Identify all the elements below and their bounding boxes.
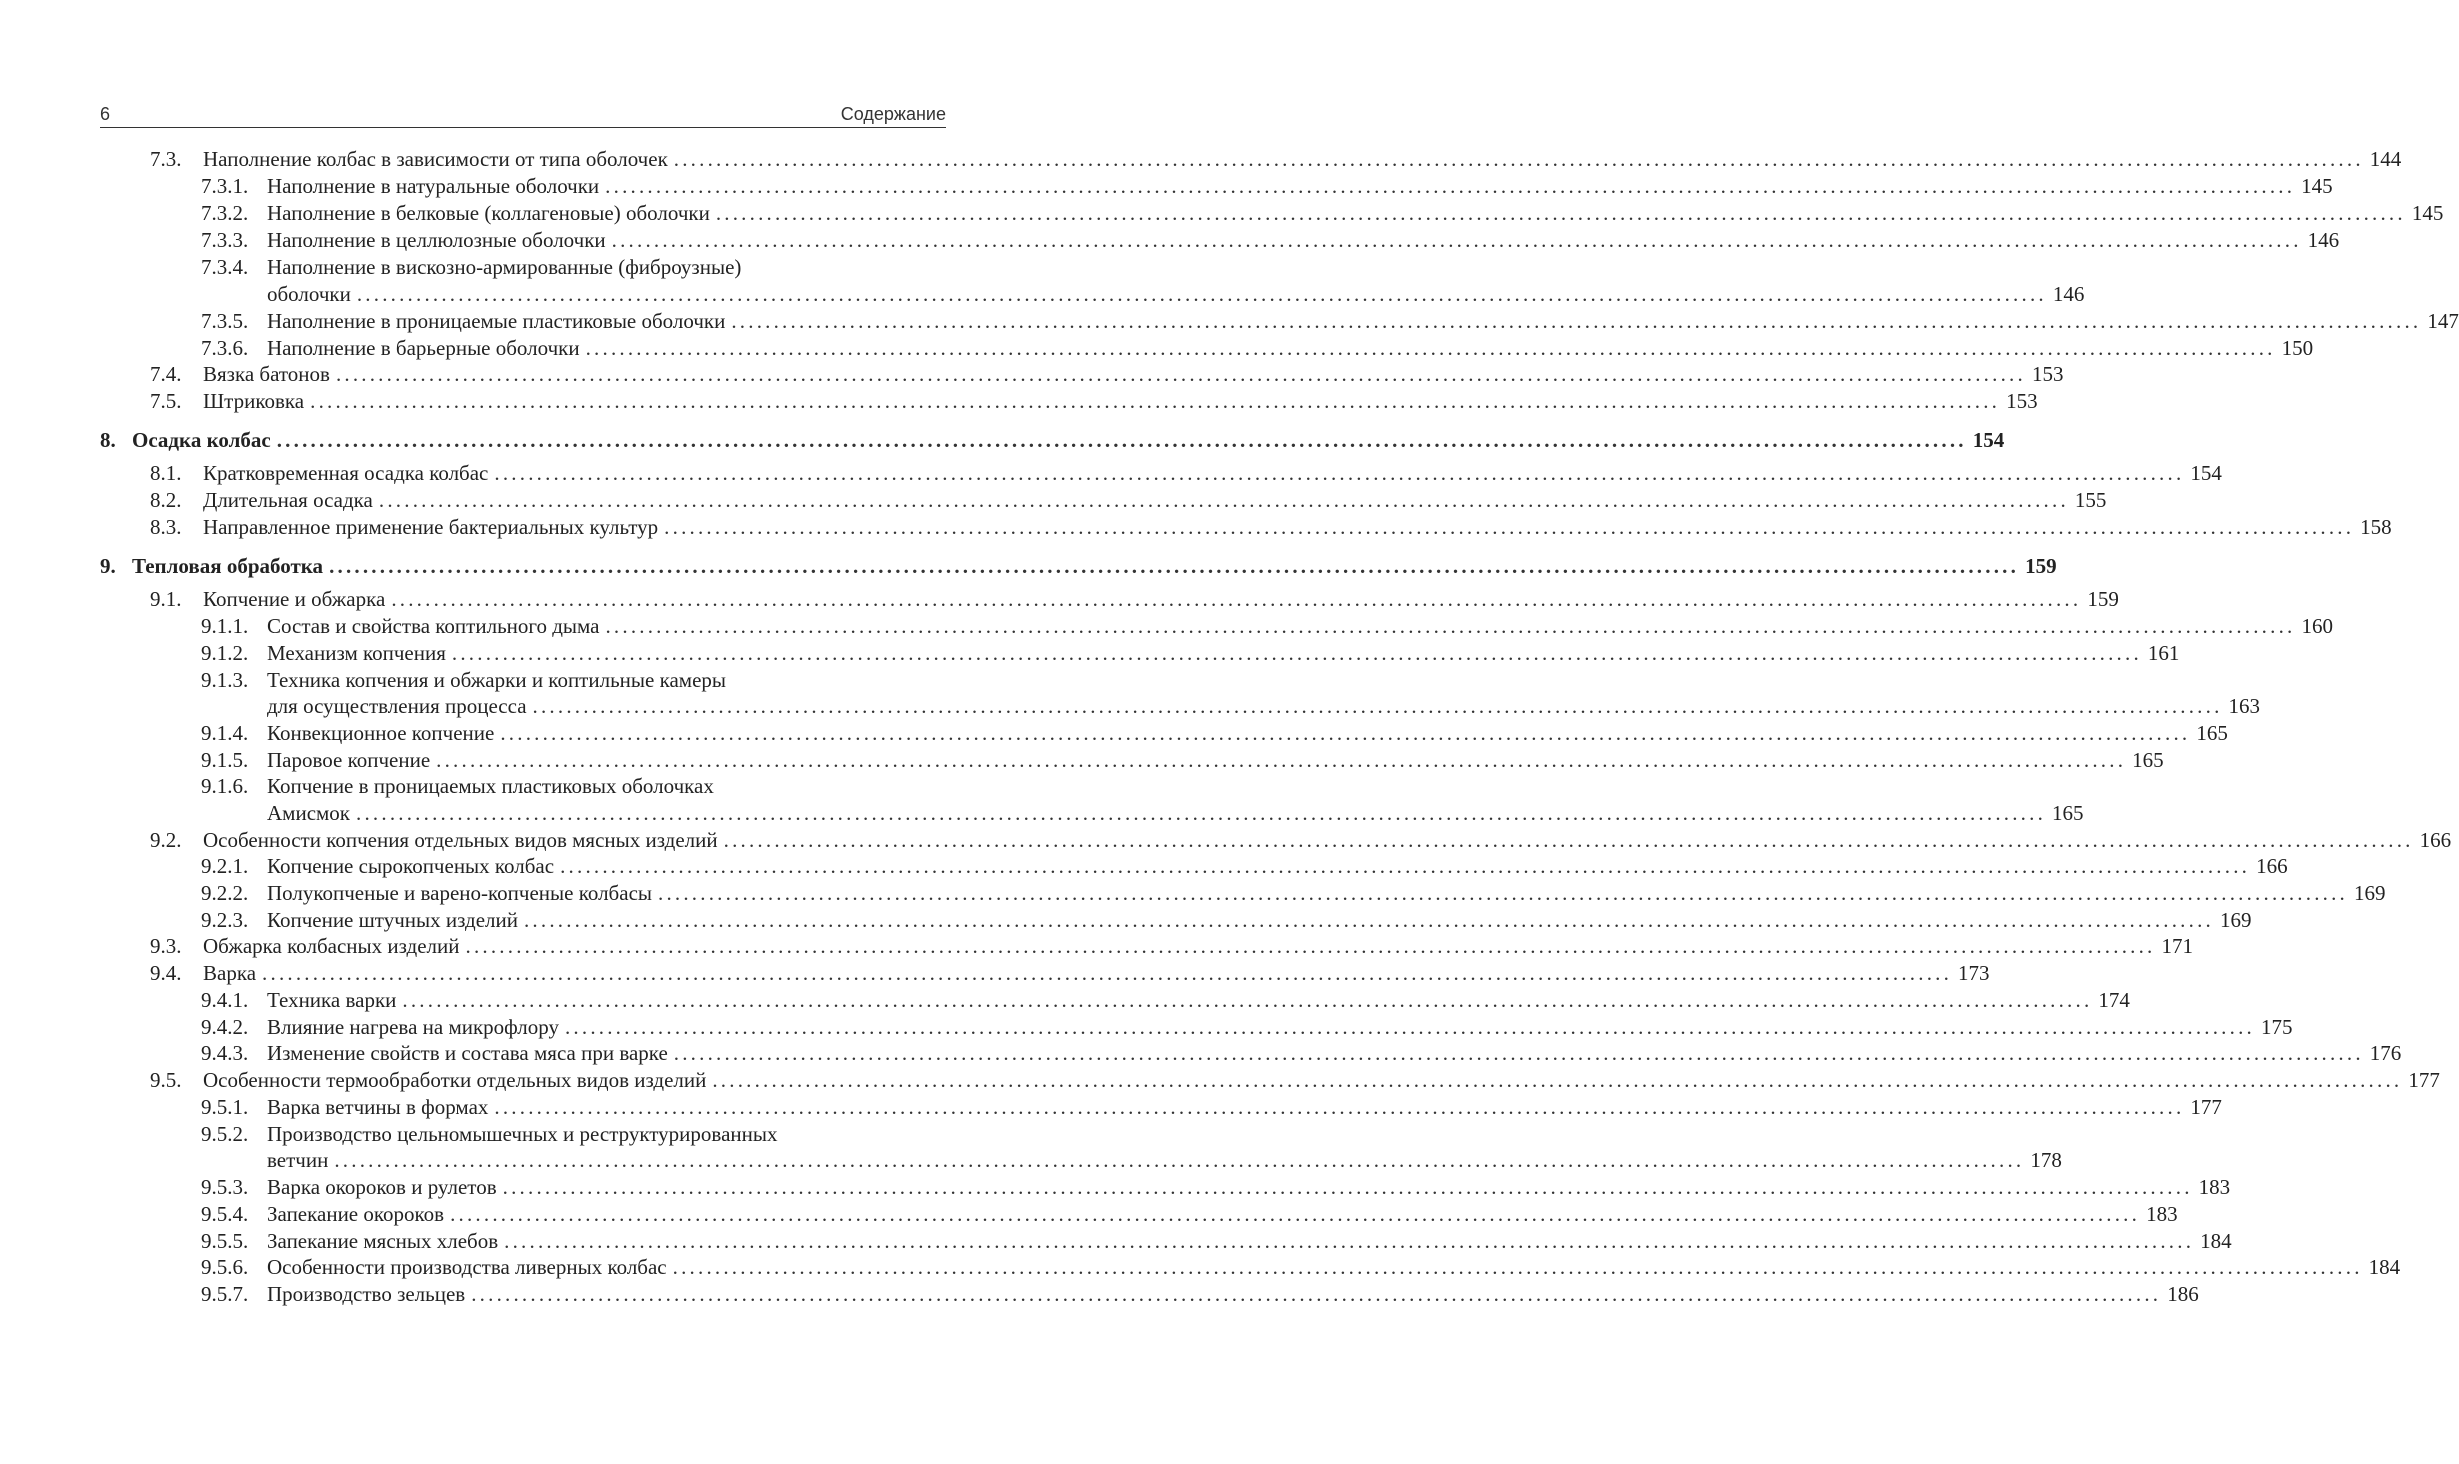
leader-dots: ........................................................................................................................................................................................................ (502, 1175, 2193, 1199)
toc-page-number: 183 (2146, 1202, 2178, 1226)
leader-dots: ........................................................................................................................................................................................................ (262, 961, 1953, 985)
leader-dots: ........................................................................................................................................................................................................ (494, 461, 2185, 485)
toc-page-number: 144 (2369, 147, 2402, 171)
toc-number: 7.3.4. (201, 255, 249, 279)
toc-entry (150, 1067, 2440, 1094)
toc-title: ветчин (267, 1148, 329, 1172)
toc-number: 9.2.1. (201, 854, 249, 878)
leader-dots: ........................................................................................................................................................................................................ (605, 614, 2296, 638)
toc-entry (201, 1228, 2232, 1255)
leader-dots: ........................................................................................................................................................................................................ (673, 1041, 2364, 1065)
toc-page-number: 186 (2167, 1282, 2199, 1306)
toc-chapter (100, 553, 2057, 580)
toc-title: Варка окороков и рулетов (267, 1175, 497, 1199)
toc-page-number: 145 (2301, 174, 2333, 198)
toc-entry (150, 388, 2038, 415)
toc-page-number: 155 (2074, 488, 2107, 512)
toc-title: Особенности копчения отдельных видов мясных изделий (203, 828, 718, 852)
toc-entry (267, 1147, 2062, 1174)
leader-dots: ........................................................................................................................................................................................................ (504, 1229, 2195, 1253)
toc-entry (267, 693, 2261, 720)
toc-title: Особенности термообработки отдельных видов изделий (203, 1068, 707, 1092)
toc-title: Наполнение в проницаемые пластиковые оболочки (267, 309, 726, 333)
toc-page-number: 146 (2052, 282, 2085, 306)
toc-entry (201, 667, 946, 694)
toc-entry (150, 514, 2392, 541)
leader-dots: ........................................................................................................................................................................................................ (329, 554, 2020, 578)
toc-title: Наполнение в целлюлозные оболочки (267, 228, 606, 252)
toc-entry (201, 1281, 2199, 1308)
toc-number: 9.4.3. (201, 1041, 249, 1065)
toc-title: для осуществления процесса (267, 694, 527, 718)
toc-entry (201, 308, 2459, 335)
leader-dots: ........................................................................................................................................................................................................ (335, 362, 2026, 386)
toc-number: 9.1.5. (201, 748, 249, 772)
leader-dots: ........................................................................................................................................................................................................ (564, 1015, 2255, 1039)
toc-number: 9.1. (150, 587, 182, 611)
toc-entry (150, 933, 2193, 960)
toc-page-number: 183 (2198, 1175, 2231, 1199)
toc-page-number: 145 (2411, 201, 2444, 225)
toc-page-number: 174 (2098, 988, 2130, 1012)
leader-dots: ........................................................................................................................................................................................................ (611, 228, 2302, 252)
leader-dots: ........................................................................................................................................................................................................ (715, 201, 2406, 225)
toc-entry (201, 773, 946, 800)
toc-number: 7.3.6. (201, 336, 249, 360)
toc-entry (267, 800, 2084, 827)
toc-entry (201, 200, 2444, 227)
toc-number: 9.1.2. (201, 641, 249, 665)
toc-page-number: 169 (2354, 881, 2386, 905)
toc-number: 9.1.6. (201, 774, 249, 798)
toc-page-number: 177 (2190, 1095, 2222, 1119)
toc-entry (201, 1094, 2222, 1121)
toc-page-number: 165 (2052, 801, 2084, 825)
toc-number: 7.4. (150, 362, 182, 386)
toc-page-number: 175 (2260, 1015, 2293, 1039)
leader-dots: ........................................................................................................................................................................................................ (658, 881, 2348, 905)
leader-dots: ........................................................................................................................................................................................................ (378, 488, 2069, 512)
toc-number: 9.5.2. (201, 1122, 249, 1146)
leader-dots: ........................................................................................................................................................................................................ (712, 1068, 2403, 1092)
toc-title: Тепловая обработка (132, 554, 324, 578)
leader-dots: ........................................................................................................................................................................................................ (356, 282, 2047, 306)
leader-dots: ........................................................................................................................................................................................................ (532, 694, 2223, 718)
toc-number: 9.5.7. (201, 1282, 249, 1306)
toc-page-number: 163 (2228, 694, 2261, 718)
toc-page-number: 169 (2219, 908, 2252, 932)
toc-entry (150, 146, 2402, 173)
toc-entry (201, 254, 946, 281)
toc-entry (150, 827, 2452, 854)
toc-title: Направленное применение бактериальных культур (203, 515, 659, 539)
toc-title: Копчение сырокопченых колбас (267, 854, 555, 878)
toc-title: Изменение свойств и состава мяса при варке (267, 1041, 668, 1065)
toc-title: Конвекционное копчение (267, 721, 495, 745)
toc-page-number: 153 (2031, 362, 2064, 386)
toc-title: Амисмок (267, 801, 351, 825)
leader-dots: ........................................................................................................................................................................................................ (334, 1148, 2025, 1172)
toc-title: Особенности производства ливерных колбас (267, 1255, 667, 1279)
leader-dots: ........................................................................................................................................................................................................ (523, 908, 2214, 932)
toc-entry (201, 640, 2180, 667)
toc-title: Вязка батонов (203, 362, 330, 386)
toc-title: Обжарка колбасных изделий (203, 934, 460, 958)
toc-title: Производство зельцев (267, 1282, 466, 1306)
toc-number: 9.2.2. (201, 881, 249, 905)
toc-number: 9.1.1. (201, 614, 249, 638)
toc-number: 9.5.4. (201, 1202, 249, 1226)
toc-title: Запекание окороков (267, 1202, 445, 1226)
toc-entry (150, 586, 2119, 613)
page-number: 6 (100, 104, 111, 124)
toc-page-number: 178 (2030, 1148, 2062, 1172)
toc-page-number: 161 (2147, 641, 2180, 665)
toc-chapter (100, 427, 2005, 454)
leader-dots: ........................................................................................................................................................................................................ (731, 309, 2422, 333)
leader-dots: ........................................................................................................................................................................................................ (465, 934, 2156, 958)
toc-title: Варка (203, 961, 257, 985)
running-title: Содержание (840, 104, 946, 124)
toc-number: 9.1.4. (201, 721, 249, 745)
toc-entry (201, 1201, 2178, 1228)
toc-number: 7.3.3. (201, 228, 249, 252)
toc-number: 7.3.2. (201, 201, 249, 225)
leader-dots: ........................................................................................................................................................................................................ (450, 1202, 2141, 1226)
toc-title: Копчение в проницаемых пластиковых оболочках (267, 774, 714, 798)
leader-dots: ........................................................................................................................................................................................................ (391, 587, 2082, 611)
toc-title: Механизм копчения (267, 641, 446, 665)
leader-dots: ........................................................................................................................................................................................................ (560, 854, 2251, 878)
toc-entry (201, 173, 2333, 200)
toc-page-number: 165 (2132, 748, 2164, 772)
leader-dots: ........................................................................................................................................................................................................ (451, 641, 2142, 665)
toc-number: 9. (100, 554, 116, 578)
leader-dots: ........................................................................................................................................................................................................ (500, 721, 2191, 745)
toc-entry (201, 1040, 2402, 1067)
toc-title: Паровое копчение (267, 748, 431, 772)
toc-number: 9.4.1. (201, 988, 249, 1012)
toc-title: Наполнение в натуральные оболочки (267, 174, 600, 198)
leader-dots: ........................................................................................................................................................................................................ (356, 801, 2047, 825)
toc-entry (201, 335, 2314, 362)
toc-title: Осадка колбас (132, 428, 271, 452)
leader-dots: ........................................................................................................................................................................................................ (276, 428, 1967, 452)
leader-dots: ........................................................................................................................................................................................................ (494, 1095, 2185, 1119)
toc-entry (150, 487, 2107, 514)
toc-number: 9.3. (150, 934, 182, 958)
toc-number: 7.3.5. (201, 309, 249, 333)
leader-dots: ........................................................................................................................................................................................................ (605, 174, 2296, 198)
toc-title: Техника копчения и обжарки и коптильные камеры (267, 668, 726, 692)
toc-entry (201, 880, 2386, 907)
toc-entry (267, 281, 2085, 308)
toc-page-number: 146 (2307, 228, 2340, 252)
leader-dots: ........................................................................................................................................................................................................ (723, 828, 2414, 852)
toc-number: 9.5.1. (201, 1095, 249, 1119)
toc-number: 8.2. (150, 488, 182, 512)
toc-page-number: 171 (2161, 934, 2193, 958)
page-header (100, 100, 946, 128)
leader-dots: ........................................................................................................................................................................................................ (310, 389, 2001, 413)
toc-title: Наполнение колбас в зависимости от типа оболочек (203, 147, 668, 171)
toc-number: 9.4. (150, 961, 182, 985)
toc-number: 9.4.2. (201, 1015, 249, 1039)
toc-entry (201, 1254, 2401, 1281)
leader-dots: ........................................................................................................................................................................................................ (672, 1255, 2363, 1279)
toc-number: 7.3.1. (201, 174, 249, 198)
toc-number: 8.3. (150, 515, 182, 539)
toc-title: Производство цельномышечных и реструктурированных (267, 1122, 778, 1146)
toc-title: Варка ветчины в формах (267, 1095, 489, 1119)
toc-page-number: 184 (2368, 1255, 2401, 1279)
toc-entry (201, 1014, 2293, 1041)
toc-page-number: 165 (2196, 721, 2228, 745)
toc-entry (201, 1174, 2231, 1201)
toc-entry (201, 907, 2252, 934)
toc-page-number: 147 (2427, 309, 2459, 333)
toc-page-number: 159 (2025, 554, 2057, 578)
toc-entry (150, 960, 1990, 987)
toc-number: 9.2.3. (201, 908, 249, 932)
toc-number: 9.5.3. (201, 1175, 249, 1199)
toc-entry (201, 720, 2228, 747)
toc-number: 9.5. (150, 1068, 182, 1092)
leader-dots: ........................................................................................................................................................................................................ (585, 336, 2276, 360)
toc-title: Копчение штучных изделий (267, 908, 518, 932)
toc-number: 7.5. (150, 389, 182, 413)
toc-number: 9.5.5. (201, 1229, 249, 1253)
toc-entry (201, 853, 2288, 880)
leader-dots: ........................................................................................................................................................................................................ (402, 988, 2093, 1012)
toc-page-number: 166 (2419, 828, 2452, 852)
toc-entry (201, 227, 2340, 254)
leader-dots: ........................................................................................................................................................................................................ (436, 748, 2127, 772)
toc-title: Полукопченые и варено-копченые колбасы (267, 881, 652, 905)
toc-title: Техника варки (267, 988, 397, 1012)
toc-title: Наполнение в барьерные оболочки (267, 336, 580, 360)
toc-title: Наполнение в белковые (коллагеновые) оболочки (267, 201, 710, 225)
toc-entry (150, 361, 2064, 388)
toc-title: Влияние нагрева на микрофлору (267, 1015, 559, 1039)
toc-page-number: 154 (1972, 428, 2005, 452)
toc-entry (201, 747, 2164, 774)
toc-title: Кратковременная осадка колбас (203, 461, 489, 485)
toc-page-number: 150 (2281, 336, 2314, 360)
toc-page-number: 166 (2256, 854, 2288, 878)
toc-page-number: 177 (2408, 1068, 2440, 1092)
toc-title: Длительная осадка (203, 488, 373, 512)
toc-number: 7.3. (150, 147, 182, 171)
toc-entry (201, 613, 2333, 640)
toc-entry (201, 987, 2130, 1014)
toc-number: 9.1.3. (201, 668, 249, 692)
toc-page-number: 154 (2190, 461, 2222, 485)
toc-number: 9.2. (150, 828, 182, 852)
toc-entry (201, 1121, 946, 1148)
toc-number: 9.5.6. (201, 1255, 249, 1279)
leader-dots: ........................................................................................................................................................................................................ (664, 515, 2355, 539)
toc-page-number: 173 (1958, 961, 1990, 985)
toc-page-number: 158 (2360, 515, 2392, 539)
toc-entry (150, 460, 2222, 487)
toc-title: оболочки (267, 282, 351, 306)
toc-title: Копчение и обжарка (203, 587, 386, 611)
toc-number: 8.1. (150, 461, 182, 485)
toc-title: Наполнение в вискозно-армированные (фиброузные) (267, 255, 742, 279)
toc-page-number: 153 (2006, 389, 2038, 413)
toc-page-number: 176 (2369, 1041, 2402, 1065)
toc-number: 8. (100, 428, 116, 452)
toc-title: Состав и свойства коптильного дыма (267, 614, 600, 638)
toc-title: Штриковка (203, 389, 305, 413)
toc-title: Запекание мясных хлебов (267, 1229, 499, 1253)
toc-page-number: 160 (2301, 614, 2333, 638)
leader-dots: ........................................................................................................................................................................................................ (673, 147, 2364, 171)
leader-dots: ........................................................................................................................................................................................................ (471, 1282, 2162, 1306)
toc-page-number: 184 (2200, 1229, 2232, 1253)
toc-page-number: 159 (2087, 587, 2119, 611)
